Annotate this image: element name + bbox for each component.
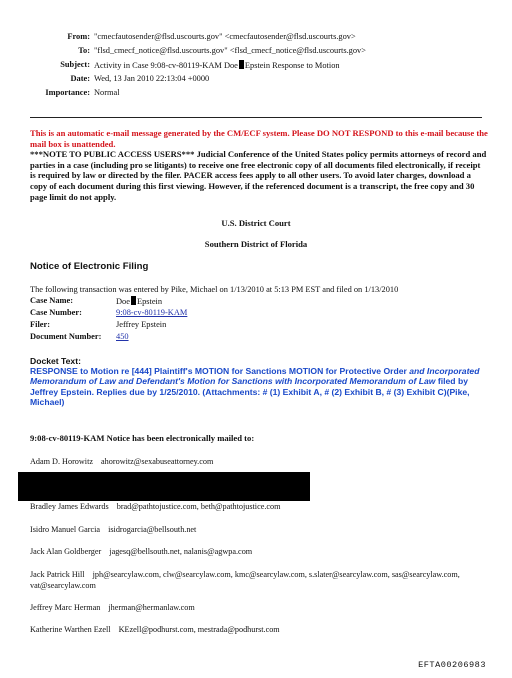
transaction-text: The following transaction was entered by Pike, Michael on 1/13/2010 at 5:13 PM EST and filed on 1/13/2010 xyxy=(30,285,399,294)
docket-text-label: Docket Text: xyxy=(30,356,81,366)
redaction-mark xyxy=(239,60,244,69)
docket-part-1: RESPONSE to Motion re [444] Plaintiff's MOTION for Sanctions MOTION for Protective Order xyxy=(30,366,410,376)
header-date-value: Wed, 13 Jan 2010 22:13:04 +0000 xyxy=(94,74,210,83)
case-number-link[interactable]: 9:08-cv-80119-KAM xyxy=(116,308,188,317)
header-divider xyxy=(30,117,482,118)
document-number-row xyxy=(30,332,129,342)
recipient-emails: brad@pathtojustice.com, beth@pathtojustice.com xyxy=(116,502,281,511)
recipient-name: Jack Patrick Hill xyxy=(30,570,85,579)
case-name-part-1: Doe xyxy=(116,297,130,306)
header-importance-label: Importance: xyxy=(45,88,90,97)
recipient-name: Katherine Warthen Ezell xyxy=(30,625,111,634)
recipient-row xyxy=(30,502,490,513)
header-to-value: "flsd_cmecf_notice@flsd.uscourts.gov" <flsd_cmecf_notice@flsd.uscourts.gov> xyxy=(94,46,366,55)
subject-part-2: Epstein Response to Motion xyxy=(244,61,340,70)
case-name-value xyxy=(116,296,162,307)
public-access-note: ***NOTE TO PUBLIC ACCESS USERS*** Judicial Conference of the United States policy permits attorneys of record and parties in a case (including pro se litigants) to receive one free electronic copy of all documents filed electronically, if receipt is required by law or directed by the filer. PACER access fees apply to all other users. To avoid later charges, download a copy of each document during this first viewing. However, if the referenced document is a transcript, the free copy and 30 page limit do not apply. xyxy=(30,149,487,202)
recipient-emails: jph@searcylaw.com, clw@searcylaw.com, kmc@searcylaw.com, s.slater@searcylaw.com, sas@searcylaw.com, vat@searcylaw.com xyxy=(30,570,460,590)
header-importance-value: Normal xyxy=(94,88,120,97)
recipient-row xyxy=(30,625,490,636)
case-name-part-2: Epstein xyxy=(136,297,163,306)
mailed-heading: 9:08-cv-80119-KAM Notice has been electronically mailed to: xyxy=(30,433,255,443)
recipient-name: Jack Alan Goldberger xyxy=(30,547,102,556)
filer-row xyxy=(30,320,167,330)
recipient-row xyxy=(30,547,490,558)
docket-text xyxy=(30,366,490,407)
case-number-row xyxy=(30,308,188,318)
auto-message: This is an automatic e-mail message generated by the CM/ECF system. Please DO NOT RESPOND to this e-mail because the mail box is unattended. xyxy=(30,128,488,149)
recipient-emails: isidrogarcia@bellsouth.net xyxy=(108,525,197,534)
court-name: U.S. District Court xyxy=(221,218,291,228)
header-to-label: To: xyxy=(78,46,90,55)
bates-number: EFTA00206983 xyxy=(418,660,486,670)
notice-block xyxy=(30,128,488,202)
case-number-label: Case Number: xyxy=(30,308,82,317)
header-subject-value xyxy=(94,60,340,71)
court-district: Southern District of Florida xyxy=(204,239,308,249)
recipient-emails: ahorowitz@sexabuseattorney.com xyxy=(101,457,214,466)
subject-part-1: Activity in Case 9:08-cv-80119-KAM Doe xyxy=(94,61,238,70)
recipient-emails: jagesq@bellsouth.net, nalanis@agwpa.com xyxy=(109,547,253,556)
filing-title: Notice of Electronic Filing xyxy=(30,261,149,272)
recipient-name: Jeffrey Marc Herman xyxy=(30,603,101,612)
recipient-row xyxy=(30,570,490,591)
redaction-mark xyxy=(131,296,136,305)
header-subject-label: Subject: xyxy=(60,60,90,69)
recipient-name: Adam D. Horowitz xyxy=(30,457,93,466)
filer-label: Filer: xyxy=(30,320,50,329)
docket-part-3: filed by Jeffrey Epstein. Replies due by 1/25/2010. (Attachments: # (1) Exhibit A, # (2) Exhibit B, # (3) Exhibit C)(Pike, Michael) xyxy=(30,376,470,407)
recipient-emails: KEzell@podhurst.com, mestrada@podhurst.com xyxy=(118,625,280,634)
recipient-emails: jherman@hermanlaw.com xyxy=(108,603,195,612)
document-number-link[interactable]: 450 xyxy=(116,332,129,341)
recipient-row xyxy=(30,603,490,614)
recipient-row xyxy=(30,525,490,536)
filer-value: Jeffrey Epstein xyxy=(116,320,167,329)
docket-part-2: and Incorporated Memorandum of Law and Defendant's Motion for Sanctions with Incorporated Memorandum of Law xyxy=(30,366,480,387)
redaction-block xyxy=(18,472,310,501)
case-name-label: Case Name: xyxy=(30,296,74,305)
recipient-row xyxy=(30,457,490,468)
recipient-name: Bradley James Edwards xyxy=(30,502,109,511)
header-date-label: Date: xyxy=(70,74,90,83)
recipient-name: Isidro Manuel Garcia xyxy=(30,525,101,534)
document-number-label: Document Number: xyxy=(30,332,102,341)
case-name-row xyxy=(30,296,163,306)
header-from-label: From: xyxy=(67,32,90,41)
header-from-value: "cmecfautosender@flsd.uscourts.gov" <cmecfautosender@flsd.uscourts.gov> xyxy=(94,32,356,41)
